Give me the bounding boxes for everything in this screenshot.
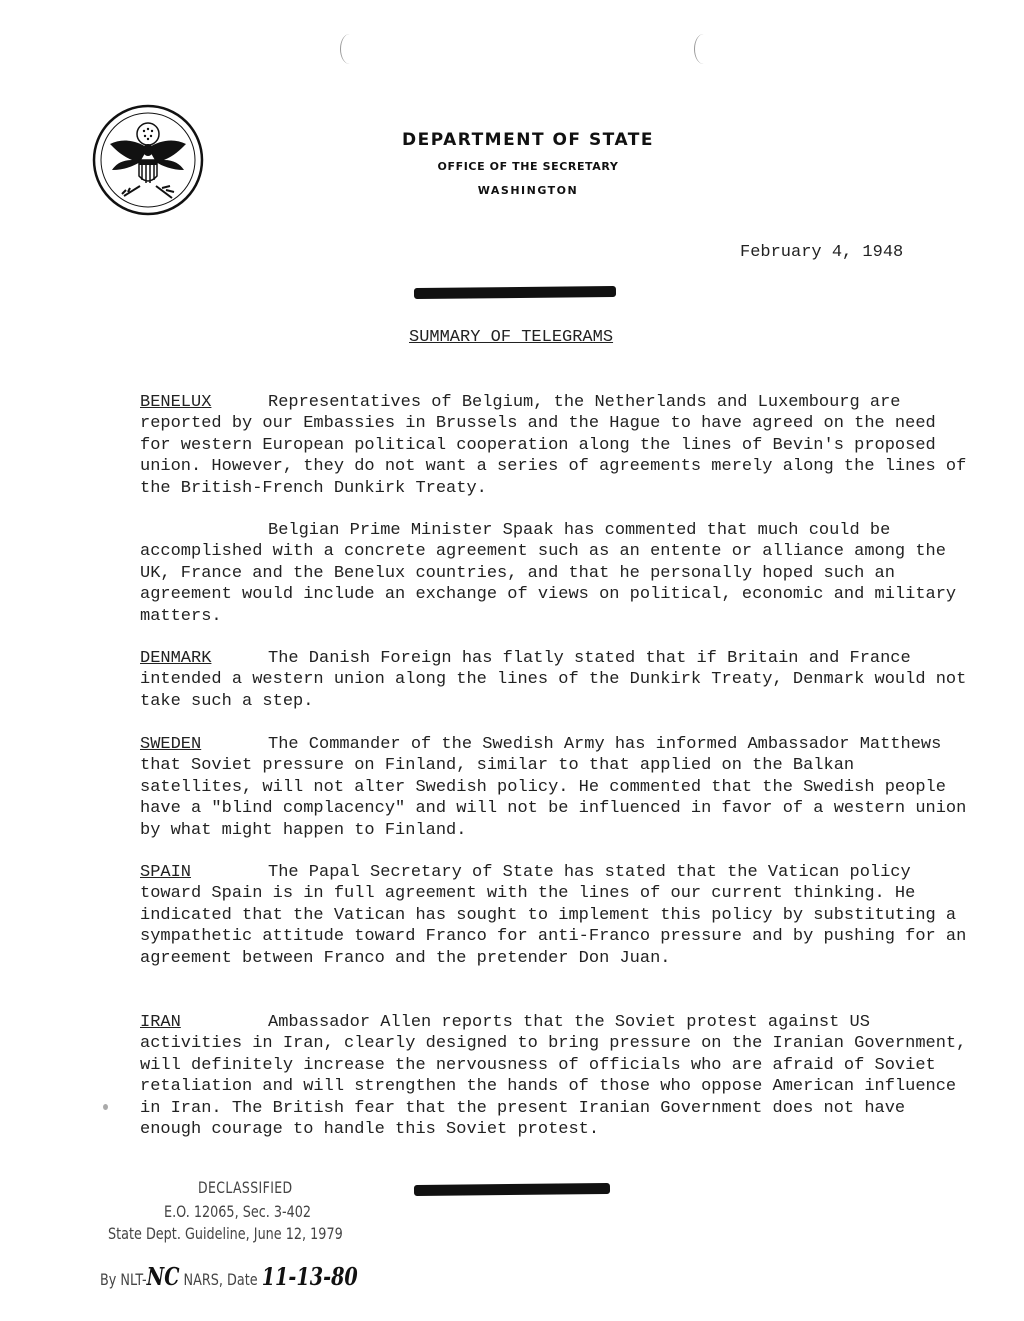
section-label: SPAIN bbox=[140, 863, 192, 882]
section-label: BENELUX bbox=[140, 393, 212, 412]
stamp-signature-line bbox=[100, 1262, 358, 1291]
stamp-authority: E.O. 12065, Sec. 3-402 bbox=[164, 1202, 312, 1221]
section-paragraph: The Commander of the Swedish Army has informed Ambassador Matthews that Soviet pressure on Finland, similar to that applied on the Balkan satellites, will not alter Swedish policy. He commented that the Swedish people have a "blind complacency" and will not be influenced in favor of a western union by what might happen to Finland. bbox=[140, 735, 967, 840]
punch-hole-mark bbox=[340, 34, 359, 64]
section-label: IRAN bbox=[140, 1013, 181, 1032]
section-iran bbox=[140, 1012, 970, 1140]
letterhead-department: DEPARTMENT OF STATE bbox=[401, 130, 655, 150]
stamp-initials: NC bbox=[146, 1262, 180, 1291]
document-title: SUMMARY OF TELEGRAMS bbox=[409, 328, 614, 347]
section-paragraph: Representatives of Belgium, the Netherlands and Luxembourg are reported by our Embassies in Brussels and the Hague to have agreed on the need for western European political cooperation along the lines of Bevin's proposed union. However, they do not want a series of agreements merely along the lines of the British-French Dunkirk Treaty. bbox=[140, 393, 967, 498]
scan-speck bbox=[103, 1104, 108, 1110]
section-paragraph: Ambassador Allen reports that the Soviet protest against US activities in Iran, clearly designed to bring pressure on the Iranian Government, will definitely increase the nervousness of officials who are afraid of Soviet retaliation and will strengthen the hands of those who oppose American influence in Iran. The British fear that the present Iranian Government does not have enough courage to handle this Soviet protest. bbox=[140, 1013, 967, 1140]
punch-hole-mark bbox=[694, 34, 713, 64]
document-date: February 4, 1948 bbox=[740, 243, 904, 262]
stamp-nars: NARS, Date bbox=[179, 1270, 262, 1289]
section-paragraph: The Papal Secretary of State has stated that the Vatican policy toward Spain is in full agreement with the lines of our current thinking. He indicated that the Vatican has sought to implement this policy by substituting a sympathetic attitude toward Franco for anti-Franco pressure and by pushing for an agreement between Franco and the pretender Don Juan. bbox=[140, 863, 967, 968]
section-paragraph: Belgian Prime Minister Spaak has commented that much could be accomplished with a concrete agreement such as an entente or alliance among the UK, France and the Benelux countries, and that he personally hoped such an agreement would include an exchange of views on political, economic and military matters. bbox=[140, 521, 957, 626]
stamp-guideline: State Dept. Guideline, June 12, 1979 bbox=[108, 1224, 343, 1243]
section-label: DENMARK bbox=[140, 649, 212, 668]
section-paragraph: The Danish Foreign has flatly stated that if Britain and France intended a western union along the lines of the Dunkirk Treaty, Denmark would not take such a step. bbox=[140, 649, 967, 711]
stamp-date: 11-13-80 bbox=[261, 1262, 358, 1291]
stamp-by-prefix: By NLT- bbox=[100, 1270, 147, 1289]
section-denmark bbox=[140, 648, 970, 712]
section-spain bbox=[140, 862, 970, 969]
department-seal-icon bbox=[92, 104, 204, 216]
section-label: SWEDEN bbox=[140, 735, 202, 754]
letterhead-office: OFFICE OF THE SECRETARY bbox=[437, 160, 619, 173]
redaction-mark bbox=[414, 286, 616, 299]
section-sweden bbox=[140, 734, 970, 841]
letterhead-city: WASHINGTON bbox=[477, 184, 579, 197]
stamp-heading: DECLASSIFIED bbox=[198, 1178, 293, 1197]
redaction-mark bbox=[414, 1183, 610, 1196]
section-benelux bbox=[140, 392, 970, 499]
